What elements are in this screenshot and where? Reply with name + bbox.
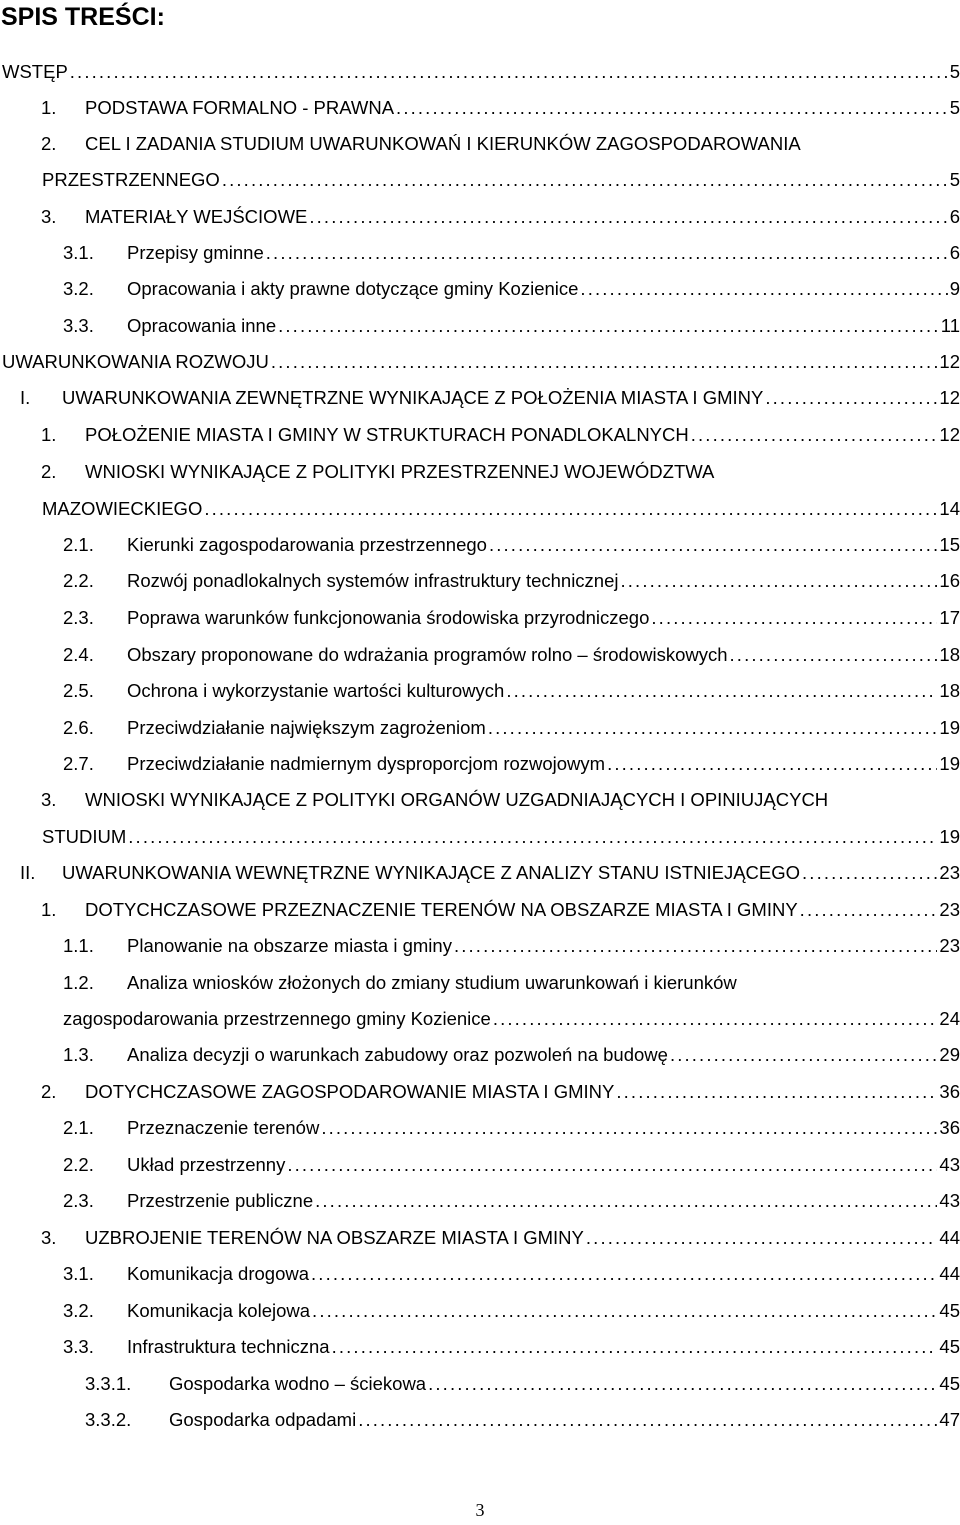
dot-leader: [800, 858, 937, 888]
toc-entry-page: 36: [939, 1081, 960, 1102]
toc-entry-number: 2.: [41, 461, 57, 482]
toc-entry-page: 43: [939, 1154, 960, 1175]
toc-entry-number: II.: [20, 862, 36, 883]
toc-entry-title: POŁOŻENIE MIASTA I GMINY W STRUKTURACH PONADLOKALNYCH: [85, 424, 689, 445]
toc-entry-page: 12: [939, 351, 960, 372]
toc-entry-page: 5: [949, 97, 960, 118]
toc-entry-page: 15: [939, 534, 960, 555]
toc-entry[interactable]: [0, 57, 960, 87]
dot-leader: [619, 566, 938, 596]
toc-entry-number: 3.: [41, 206, 57, 227]
toc-entry[interactable]: [0, 274, 960, 304]
toc-entry[interactable]: [0, 1296, 960, 1326]
toc-entry-title-continued: zagospodarowania przestrzennego gminy Kozienice: [63, 1008, 491, 1029]
dot-leader: [356, 1405, 937, 1435]
toc-entry-title: Poprawa warunków funkcjonowania środowiska przyrodniczego: [127, 607, 650, 628]
toc-entry[interactable]: [0, 1405, 960, 1435]
toc-entry[interactable]: [0, 347, 960, 377]
dot-leader: [649, 603, 937, 633]
dot-leader: [605, 749, 937, 779]
dot-leader: [310, 1296, 937, 1326]
toc-entry-page: 23: [939, 862, 960, 883]
toc-entry[interactable]: [0, 1040, 960, 1070]
toc-entry-continuation[interactable]: [0, 1004, 960, 1034]
toc-entry-number: 1.1.: [63, 935, 94, 956]
dot-leader: [426, 1369, 937, 1399]
toc-entry-title: DOTYCHCZASOWE PRZEZNACZENIE TERENÓW NA OBSZARZE MIASTA I GMINY: [85, 899, 798, 920]
toc-entry-title: Infrastruktura techniczna: [127, 1336, 330, 1357]
toc-entry-number: 3.3.: [63, 1336, 94, 1357]
toc-entry-number: 3.1.: [63, 1263, 94, 1284]
dot-leader: [285, 1150, 937, 1180]
dot-leader: [202, 494, 937, 524]
dot-leader: [486, 713, 938, 743]
dot-leader: [578, 274, 947, 304]
toc-entry[interactable]: [0, 931, 960, 961]
toc-entry-title: Obszary proponowane do wdrażania programów rolno – środowiskowych: [127, 644, 728, 665]
toc-entry-number: 2.2.: [63, 1154, 94, 1175]
dot-leader: [309, 1259, 937, 1289]
toc-entry-number: 2.: [41, 1081, 57, 1102]
toc-entry-page: 14: [939, 498, 960, 519]
page-number: 3: [475, 1500, 485, 1520]
toc-entry[interactable]: [0, 530, 960, 560]
toc-entry[interactable]: [0, 895, 960, 925]
toc-entry-number: 2.3.: [63, 607, 94, 628]
toc-entry[interactable]: [0, 1150, 960, 1180]
toc-entry-title-continued: PRZESTRZENNEGO: [42, 169, 220, 190]
toc-entry-continuation[interactable]: [0, 822, 960, 852]
dot-leader: [584, 1223, 938, 1253]
toc-entry-page: 18: [939, 680, 960, 701]
toc-entry-title: Komunikacja kolejowa: [127, 1300, 311, 1321]
toc-entry-page: 9: [949, 278, 960, 299]
toc-entry-title: Przeciwdziałanie nadmiernym dysproporcjom rozwojowym: [127, 753, 606, 774]
toc-entry-number: 2.7.: [63, 753, 94, 774]
toc-entry-title: UWARUNKOWANIA ZEWNĘTRZNE WYNIKAJĄCE Z POŁOŻENIA MIASTA I GMINY: [62, 387, 764, 408]
toc-entry-number: 1.3.: [63, 1044, 94, 1065]
toc-entry[interactable]: [0, 1332, 960, 1362]
dot-leader: [330, 1332, 938, 1362]
toc-entry-title: Przestrzenie publiczne: [127, 1190, 314, 1211]
dot-leader: [126, 822, 937, 852]
toc-entry-number: 3.3.2.: [85, 1409, 132, 1430]
toc-entry-title: Opracowania inne: [127, 315, 277, 336]
toc-entry-title: WNIOSKI WYNIKAJĄCE Z POLITYKI PRZESTRZENNEJ WOJEWÓDZTWA: [85, 461, 715, 482]
toc-entry-number: 3.2.: [63, 1300, 94, 1321]
toc-entry-page: 24: [939, 1008, 960, 1029]
dot-leader: [452, 931, 937, 961]
toc-entry-page: 11: [940, 315, 960, 336]
toc-entry-title: UZBROJENIE TERENÓW NA OBSZARZE MIASTA I GMINY: [85, 1227, 584, 1248]
toc-entry-page: 45: [939, 1373, 960, 1394]
dot-leader: [487, 530, 937, 560]
toc-entry-page: 45: [939, 1336, 960, 1357]
toc-entry-number: 3.: [41, 1227, 57, 1248]
toc-entry[interactable]: [0, 1369, 960, 1399]
toc-entry-page: 5: [949, 61, 960, 82]
dot-leader: [763, 383, 937, 413]
toc-entry-number: 3.1.: [63, 242, 94, 263]
toc-entry-number: 2.1.: [63, 534, 94, 555]
dot-leader: [614, 1077, 937, 1107]
toc-entry-number: 2.5.: [63, 680, 94, 701]
dot-leader: [689, 420, 938, 450]
toc-entry-page: 18: [939, 644, 960, 665]
toc-entry-title: MATERIAŁY WEJŚCIOWE: [85, 206, 308, 227]
toc-entry-number: 2.: [41, 133, 57, 154]
toc-entry-title: WSTĘP: [2, 61, 68, 82]
toc-entry-title: Przeciwdziałanie największym zagrożeniom: [127, 717, 486, 738]
toc-entry[interactable]: [0, 713, 960, 743]
dot-leader: [668, 1040, 937, 1070]
toc-heading: SPIS TREŚCI:: [1, 3, 165, 31]
toc-entry[interactable]: [0, 1223, 960, 1253]
dot-leader: [220, 165, 948, 195]
toc-entry-title: CEL I ZADANIA STUDIUM UWARUNKOWAŃ I KIERUNKÓW ZAGOSPODAROWANIA: [85, 133, 801, 154]
toc-entry-title: Planowanie na obszarze miasta i gminy: [127, 935, 452, 956]
toc-entry-title: Kierunki zagospodarowania przestrzennego: [127, 534, 487, 555]
toc-entry-page: 45: [939, 1300, 960, 1321]
toc-entry-number: 2.3.: [63, 1190, 94, 1211]
toc-entry[interactable]: [0, 566, 960, 596]
toc-entry-title: Analiza decyzji o warunkach zabudowy oraz pozwoleń na budowę: [127, 1044, 668, 1065]
toc-entry-number: 2.1.: [63, 1117, 94, 1138]
toc-entry[interactable]: [0, 1077, 960, 1107]
toc-entry-page: 5: [949, 169, 960, 190]
dot-leader: [394, 93, 948, 123]
toc-entry[interactable]: [0, 202, 960, 232]
toc-entry-page: 23: [939, 935, 960, 956]
toc-entry-number: 1.: [41, 424, 57, 445]
toc-entry[interactable]: [0, 1259, 960, 1289]
toc-entry-number: 2.6.: [63, 717, 94, 738]
toc-entry-page: 19: [939, 717, 960, 738]
toc-entry-title: Rozwój ponadlokalnych systemów infrastruktury technicznej: [127, 570, 619, 591]
toc-entry-page: 43: [939, 1190, 960, 1211]
toc-entry[interactable]: [0, 640, 960, 670]
toc-entry-title-continued: STUDIUM: [42, 826, 127, 847]
toc-entry[interactable]: [0, 858, 960, 888]
dot-leader: [728, 640, 938, 670]
toc-entry[interactable]: [0, 1186, 960, 1216]
toc-entry-number: 1.2.: [63, 972, 94, 993]
toc-entry-title: Układ przestrzenny: [127, 1154, 286, 1175]
toc-entry[interactable]: [0, 1113, 960, 1143]
toc-entry-number: 2.2.: [63, 570, 94, 591]
toc-entry[interactable]: [0, 785, 960, 815]
dot-leader: [319, 1113, 937, 1143]
dot-leader: [798, 895, 938, 925]
toc-entry-title: Opracowania i akty prawne dotyczące gminy Kozienice: [127, 278, 579, 299]
toc-entry-title: Komunikacja drogowa: [127, 1263, 310, 1284]
toc-entry-title: Analiza wniosków złożonych do zmiany studium uwarunkowań i kierunków: [127, 972, 737, 993]
toc-entry[interactable]: [0, 968, 960, 998]
toc-entry-number: 1.: [41, 899, 57, 920]
toc-entry-title: DOTYCHCZASOWE ZAGOSPODAROWANIE MIASTA I GMINY: [85, 1081, 615, 1102]
dot-leader: [68, 57, 948, 87]
toc-entry-page: 29: [939, 1044, 960, 1065]
toc-entry-page: 19: [939, 826, 960, 847]
toc-entry-title: PODSTAWA FORMALNO - PRAWNA: [85, 97, 395, 118]
toc-entry-number: 1.: [41, 97, 57, 118]
toc-entry-number: I.: [20, 387, 31, 408]
toc-entry[interactable]: [0, 749, 960, 779]
toc-entry-number: 3.: [41, 789, 57, 810]
toc-entry[interactable]: [0, 676, 960, 706]
toc-entry-page: 23: [939, 899, 960, 920]
toc-entry-title: Gospodarka wodno – ściekowa: [169, 1373, 427, 1394]
dot-leader: [264, 238, 948, 268]
dot-leader: [307, 202, 947, 232]
toc-entry[interactable]: [0, 420, 960, 450]
toc-entry-continuation[interactable]: [0, 165, 960, 195]
toc-entry-number: 2.4.: [63, 644, 94, 665]
toc-entry[interactable]: [0, 311, 960, 341]
toc-entry-page: 6: [949, 242, 960, 263]
toc-entry-title-continued: MAZOWIECKIEGO: [42, 498, 203, 519]
toc-entry[interactable]: [0, 383, 960, 413]
toc-entry[interactable]: [0, 93, 960, 123]
dot-leader: [269, 347, 938, 377]
toc-entry-continuation[interactable]: [0, 494, 960, 524]
dot-leader: [504, 676, 937, 706]
toc-entry-title: Przeznaczenie terenów: [127, 1117, 320, 1138]
toc-entry[interactable]: [0, 457, 960, 487]
toc-entry-page: 44: [939, 1227, 960, 1248]
toc-entry-page: 12: [939, 424, 960, 445]
dot-leader: [276, 311, 939, 341]
toc-entry-page: 47: [939, 1409, 960, 1430]
toc-entry[interactable]: [0, 238, 960, 268]
toc-entry-title: Gospodarka odpadami: [169, 1409, 357, 1430]
toc-entry-title: UWARUNKOWANIA ROZWOJU: [2, 351, 269, 372]
toc-entry-number: 3.3.1.: [85, 1373, 132, 1394]
toc-entry-title: Ochrona i wykorzystanie wartości kulturowych: [127, 680, 505, 701]
toc-entry-title: WNIOSKI WYNIKAJĄCE Z POLITYKI ORGANÓW UZGADNIAJĄCYCH I OPINIUJĄCYCH: [85, 789, 829, 810]
dot-leader: [491, 1004, 938, 1034]
toc-entry-number: 3.3.: [63, 315, 94, 336]
toc-entry-page: 12: [939, 387, 960, 408]
toc-entry-page: 17: [939, 607, 960, 628]
toc-entry-title: Przepisy gminne: [127, 242, 264, 263]
toc-entry-page: 16: [939, 570, 960, 591]
toc-entry-number: 3.2.: [63, 278, 94, 299]
toc-entry-page: 44: [939, 1263, 960, 1284]
toc-entry-page: 6: [949, 206, 960, 227]
toc-entry-page: 19: [939, 753, 960, 774]
toc-entry[interactable]: [0, 129, 960, 159]
toc-entry[interactable]: [0, 603, 960, 633]
toc-entry-page: 36: [939, 1117, 960, 1138]
toc-entry-title: UWARUNKOWANIA WEWNĘTRZNE WYNIKAJĄCE Z ANALIZY STANU ISTNIEJĄCEGO: [62, 862, 801, 883]
dot-leader: [313, 1186, 937, 1216]
